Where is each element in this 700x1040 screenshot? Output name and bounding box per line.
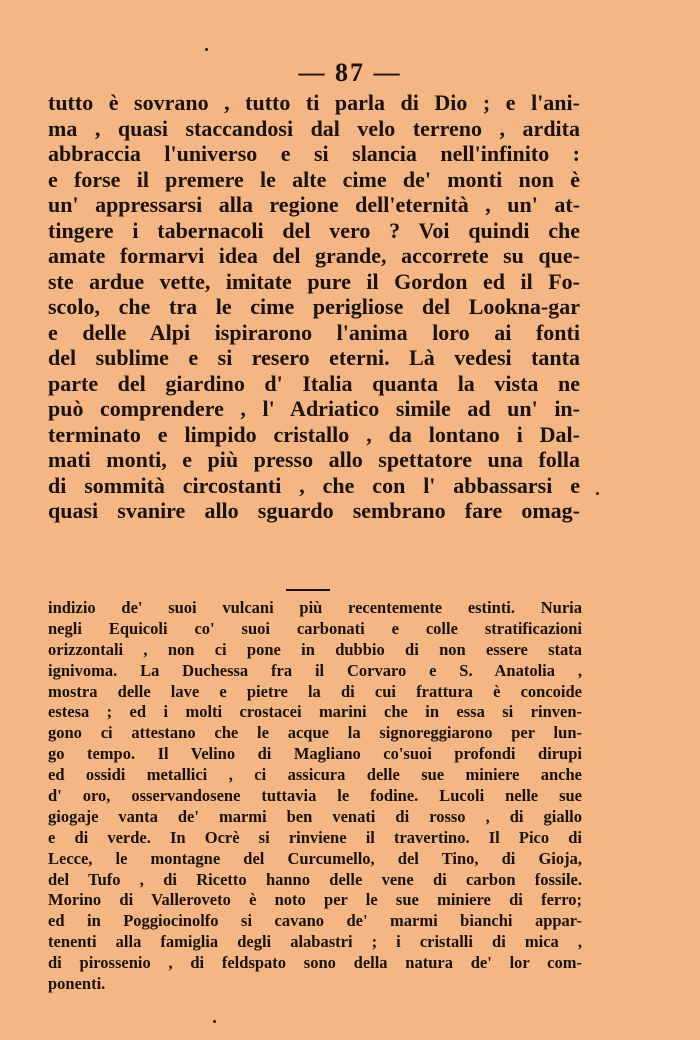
footnote [48,598,582,995]
footnote-line: giogaje vanta de' marmi ben venati di rosso , di giallo [48,806,582,826]
footnote-line: Morino di Valleroveto è noto per le sue miniere di ferro; [48,890,582,910]
text-line: del sublime e si resero eterni. Là vedesi tanta [48,345,580,370]
text-line: ste ardue vette, imitate pure il Gordon ed il Fo- [48,268,580,294]
footnote-line: e di verde. In Ocrè si rinviene il travertino. Il Pico di [48,827,582,847]
text-line: di sommità circostanti , che con l' abbassarsi e [48,472,580,498]
text-line: amate formarvi idea del grande, accorrete su que- [48,243,580,268]
text-line: tutto è sovrano , tutto ti parla di Dio ; e l'ani- [48,90,580,115]
footnote-line: tenenti alla famiglia degli alabastri ; i cristalli di mica , [48,932,582,952]
text-line: e delle Alpi ispirarono l'anima loro ai fonti [48,319,580,345]
footnote-line: ignivoma. La Duchessa fra il Corvaro e S. Anatolia , [48,660,582,680]
main-body-text [48,90,580,524]
text-line: ma , quasi staccandosi dal velo terreno , ardita [48,115,580,141]
footnote-line: orizzontali , non ci pone in dubbio di non essere stata [48,639,582,659]
text-line: parte del giardino d' Italia quanta la vista ne [48,370,580,396]
text-line: mati monti, e più presso allo spettatore una folla [48,447,580,472]
text-line: un' appressarsi alla regione dell'eternità , un' at- [48,192,580,217]
footnote-line: negli Equicoli co' suoi carbonati e colle stratificazioni [48,618,582,638]
footnote-line: mostra delle lave e pietre la di cui frattura è concoide [48,681,582,701]
footnote-line: di pirossenio , di feldspato sono della natura de' lor com- [48,953,582,973]
print-speck [596,492,599,495]
footnote-line: gono ci attestano che le acque la signoreggiarono per lun- [48,723,582,743]
text-line: quasi svanire allo sguardo sembrano fare omag- [48,498,580,523]
footnote-divider [286,589,330,591]
footnote-line: d' oro, osservandosene tuttavia le fodine. Lucoli nelle sue [48,786,582,806]
text-line: terminato e limpido cristallo , da lontano i Dal- [48,421,580,447]
footnote-line: indizio de' suoi vulcani più recentemente estinti. Nuria [48,598,582,617]
print-speck [213,1020,216,1023]
text-line: abbraccia l'universo e si slancia nell'infinito : [48,141,580,166]
footnote-line: ponenti. [48,974,106,994]
footnote-line: go tempo. Il Velino di Magliano co'suoi profondi dirupi [48,744,582,764]
text-line: può comprendere , l' Adriatico simile ad un' in- [48,396,580,421]
footnote-line: ed ossidi metallici , ci assicura delle sue miniere anche [48,765,582,785]
text-line: e forse il premere le alte cime de' monti non è [48,166,580,192]
text-line: tingere i tabernacoli del vero ? Voi quindi che [48,217,580,243]
footnote-line: del Tufo , di Ricetto hanno delle vene di carbon fossile. [48,869,582,889]
footnote-line: ed in Poggiocinolfo si cavano de' marmi bianchi appar- [48,911,582,931]
page-number: — 87 — [298,58,402,87]
print-speck [205,48,208,51]
text-line: scolo, che tra le cime perigliose del Lookna-gar [48,294,580,319]
footnote-line: estesa ; ed i molti crostacei marini che in essa si rinven- [48,702,582,722]
footnote-line: Lecce, le montagne del Curcumello, del Tino, di Gioja, [48,848,582,868]
